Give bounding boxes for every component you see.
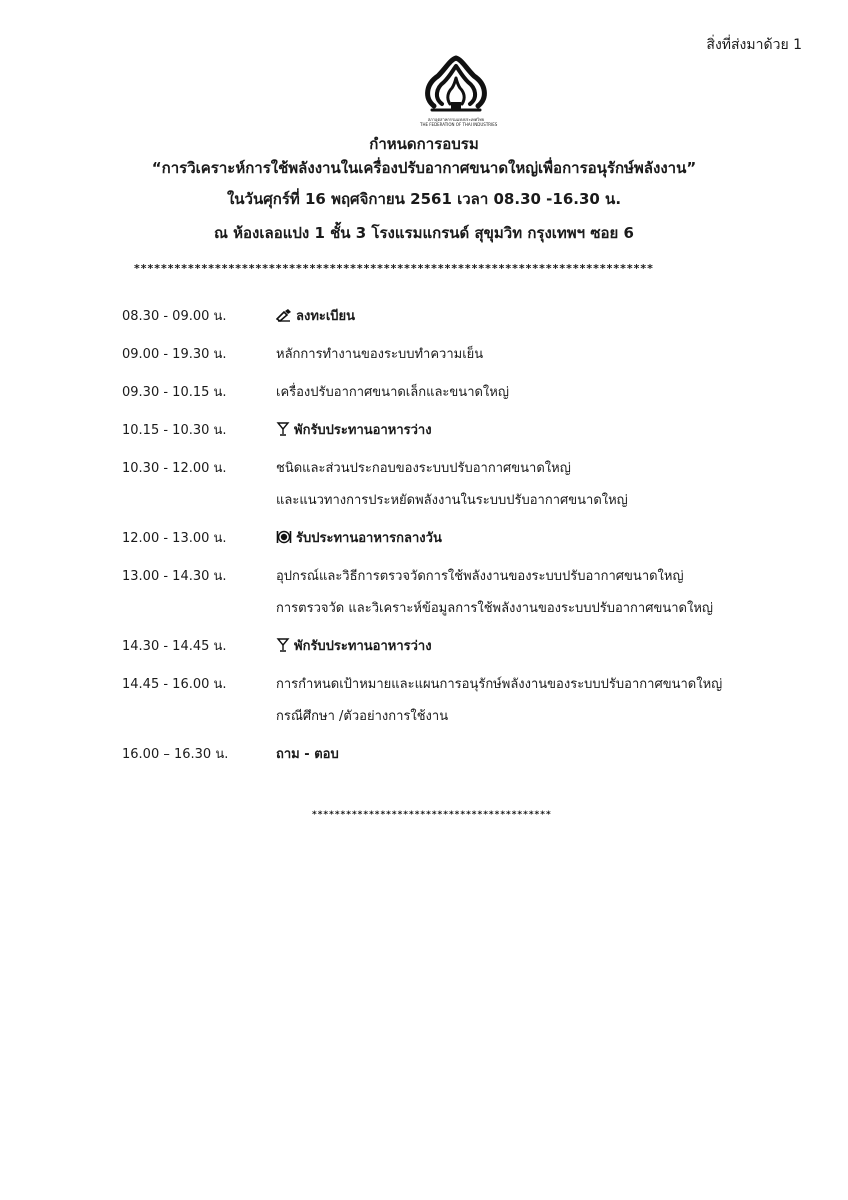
schedule-desc bbox=[276, 344, 802, 366]
header bbox=[0, 134, 848, 246]
schedule-row bbox=[122, 420, 802, 442]
schedule-desc bbox=[276, 420, 802, 444]
schedule-row bbox=[122, 566, 802, 620]
schedule-text: ชนิดและส่วนประกอบของระบบปรับอากาศขนาดใหญ่ bbox=[276, 461, 571, 476]
schedule-text: อุปกรณ์และวิธีการตรวจวัดการใช้พลังงานของระบบปรับอากาศขนาดใหญ่ bbox=[276, 569, 684, 584]
schedule-desc bbox=[276, 566, 802, 620]
schedule-text: การกำหนดเป้าหมายและแผนการอนุรักษ์พลังงานของระบบปรับอากาศขนาดใหญ่ bbox=[276, 677, 723, 692]
fti-logo bbox=[420, 54, 498, 130]
schedule-desc bbox=[276, 306, 802, 330]
schedule-row bbox=[122, 306, 802, 328]
course-date: ในวันศุกร์ที่ 16 พฤศจิกายน 2561 เวลา 08.30 -16.30 น. bbox=[226, 190, 622, 208]
schedule-time: 14.45 - 16.00 น. bbox=[122, 677, 227, 692]
schedule-time: 13.00 - 14.30 น. bbox=[122, 569, 227, 584]
schedule-text: เครื่องปรับอากาศขนาดเล็กและขนาดใหญ่ bbox=[276, 385, 509, 400]
schedule-text: พักรับประทานอาหารว่าง bbox=[294, 639, 432, 654]
schedule-text: กรณีศึกษา /ตัวอย่างการใช้งาน bbox=[276, 709, 449, 724]
schedule-desc bbox=[276, 744, 802, 766]
fork-plate-knife-icon bbox=[276, 530, 292, 552]
schedule-row bbox=[122, 636, 802, 658]
schedule-row bbox=[122, 744, 802, 766]
schedule-text: และแนวทางการประหยัดพลังงานในระบบปรับอากาศขนาดใหญ่ bbox=[276, 493, 628, 508]
schedule-time: 09.00 - 19.30 น. bbox=[122, 347, 227, 362]
schedule-time: 09.30 - 10.15 น. bbox=[122, 385, 227, 400]
schedule-time: 16.00 – 16.30 น. bbox=[122, 747, 229, 762]
logo-caption-th: สภาอุตสาหกรรมแห่งประเทศไทย bbox=[427, 117, 485, 122]
schedule-text: หลักการทำงานของระบบทำความเย็น bbox=[276, 347, 484, 362]
writing-hand-icon bbox=[276, 308, 292, 330]
fti-logo-icon bbox=[420, 54, 492, 116]
schedule-row bbox=[122, 458, 802, 512]
logo-caption-en: THE FEDERATION OF THAI INDUSTRIES bbox=[420, 122, 498, 127]
schedule-desc bbox=[276, 458, 802, 512]
cocktail-glass-icon bbox=[276, 638, 290, 660]
schedule-row bbox=[122, 528, 802, 550]
schedule-row bbox=[122, 674, 802, 728]
schedule-text: รับประทานอาหารกลางวัน bbox=[296, 531, 442, 546]
schedule-time: 12.00 - 13.00 น. bbox=[122, 531, 227, 546]
schedule-desc bbox=[276, 382, 802, 404]
page-title: กำหนดการอบรม bbox=[369, 135, 479, 153]
cocktail-glass-icon bbox=[276, 422, 290, 444]
schedule-text: ถาม - ตอบ bbox=[276, 747, 339, 762]
schedule-text: การตรวจวัด และวิเคราะห์ข้อมูลการใช้พลังงานของระบบปรับอากาศขนาดใหญ่ bbox=[276, 601, 713, 616]
separator-bottom: ****************************************** bbox=[312, 810, 552, 820]
schedule-text: ลงทะเบียน bbox=[296, 309, 356, 324]
schedule-row bbox=[122, 382, 802, 404]
schedule-time: 10.15 - 10.30 น. bbox=[122, 423, 227, 438]
schedule-text: พักรับประทานอาหารว่าง bbox=[294, 423, 432, 438]
schedule-desc bbox=[276, 528, 802, 552]
schedule-time: 14.30 - 14.45 น. bbox=[122, 639, 227, 654]
course-venue: ณ ห้องเลอแปง 1 ชั้น 3 โรงแรมแกรนด์ สุขุมวิท กรุงเทพฯ ซอย 6 bbox=[214, 224, 634, 242]
schedule-row bbox=[122, 344, 802, 366]
separator-top: ***************************************************************************** bbox=[134, 262, 654, 275]
schedule-desc bbox=[276, 674, 802, 728]
schedule bbox=[122, 306, 802, 766]
schedule-time: 08.30 - 09.00 น. bbox=[122, 309, 227, 324]
attachment-label: สิ่งที่ส่งมาด้วย 1 bbox=[706, 37, 802, 53]
schedule-time: 10.30 - 12.00 น. bbox=[122, 461, 227, 476]
course-subject: “การวิเคราะห์การใช้พลังงานในเครื่องปรับอากาศขนาดใหญ่เพื่อการอนุรักษ์พลังงาน” bbox=[151, 159, 697, 177]
schedule-desc bbox=[276, 636, 802, 660]
